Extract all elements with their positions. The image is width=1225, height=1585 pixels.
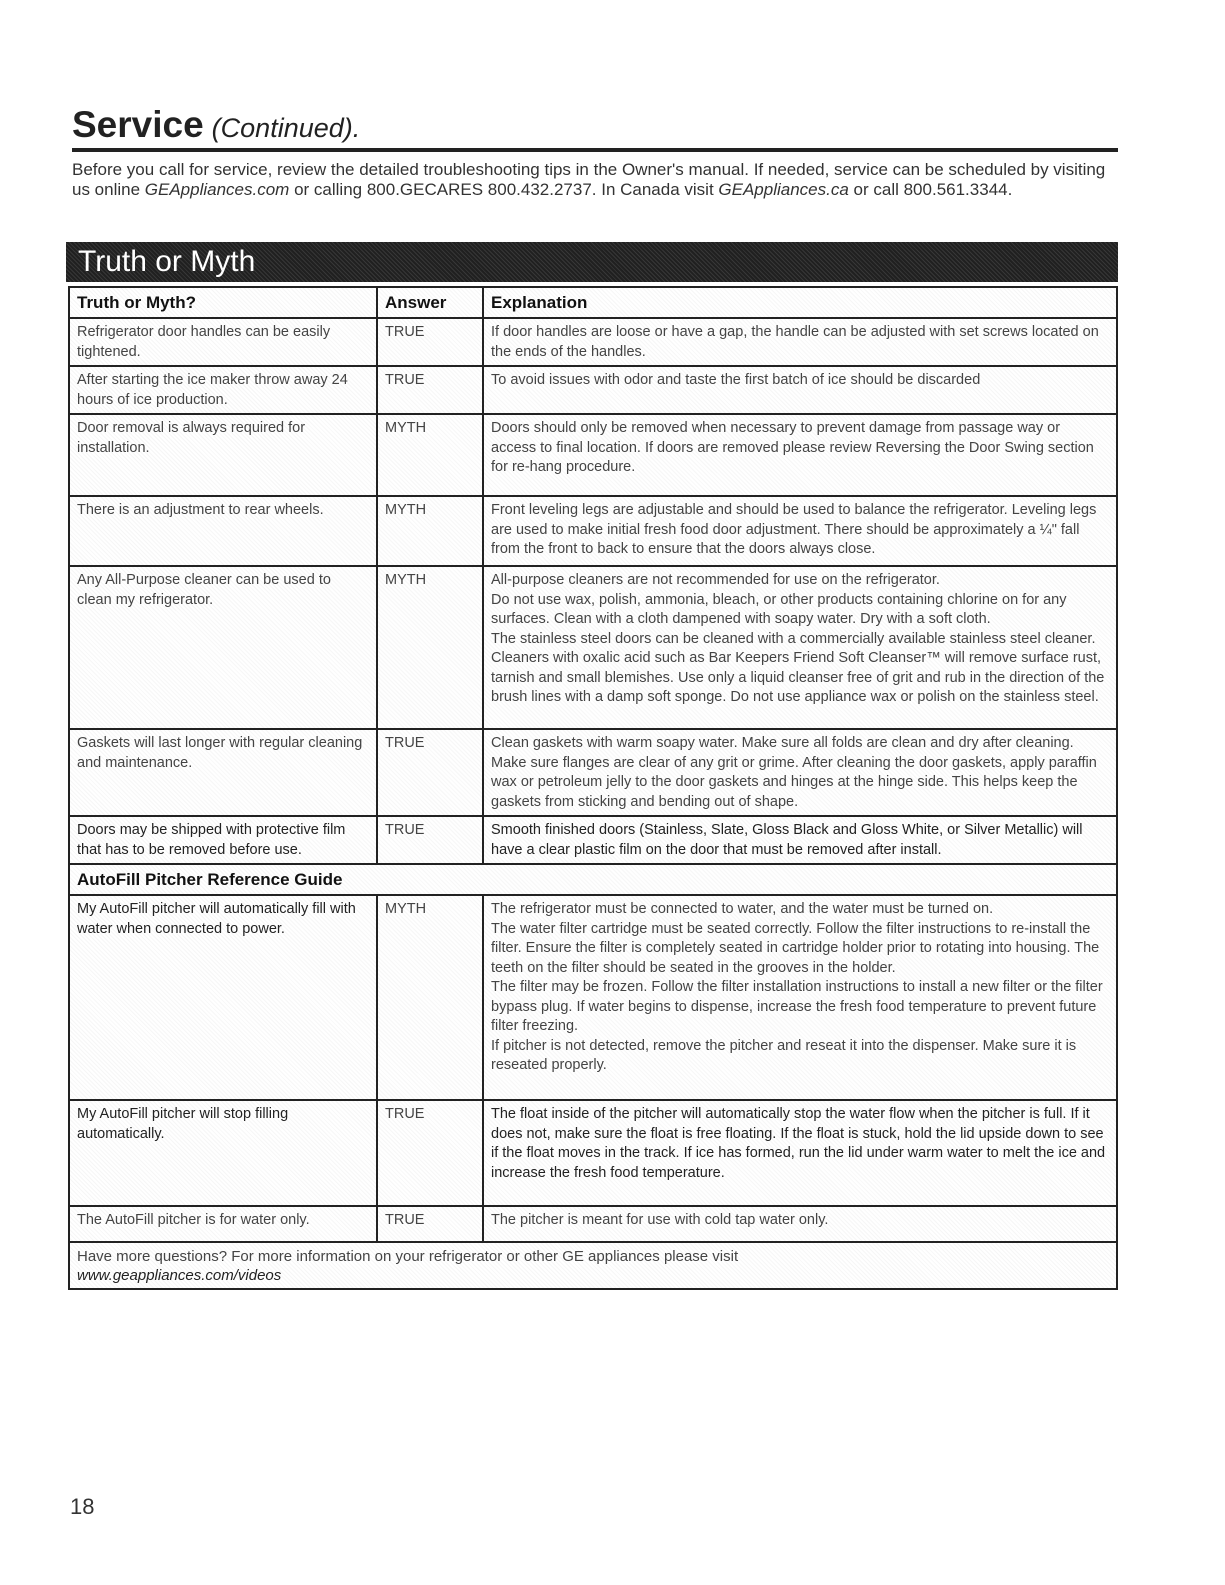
table-row — [69, 895, 1117, 1100]
page-title — [72, 104, 360, 146]
explanation-line: The water filter cartridge must be seated correctly. Follow the filter instructions to re-install the filter. Ensure the filter is completely seated in cartridge holder prior to rotating into housing. The teeth on the filter should be seated in the grooves in the holder. — [491, 920, 1100, 976]
row-explanation: The pitcher is meant for use with cold tap water only. — [483, 1206, 1117, 1242]
explanation-line: The filter may be frozen. Follow the filter installation instructions to install a new filter or the filter bypass plug. If water begins to dispense, increase the fresh food temperature to prevent future filter freezing. — [491, 979, 1103, 1034]
row-answer: TRUE — [377, 816, 483, 864]
table-header-row — [69, 287, 1117, 318]
table-row — [69, 318, 1117, 366]
autofill-section-row — [69, 864, 1117, 895]
row-statement: Door removal is always required for installation. — [69, 414, 377, 496]
table-row — [69, 366, 1117, 414]
table-row — [69, 816, 1117, 864]
footer-link[interactable]: www.geappliances.com/videos — [77, 1267, 282, 1284]
footer-row — [69, 1242, 1117, 1289]
intro-paragraph — [72, 160, 1122, 200]
row-explanation: Clean gaskets with warm soapy water. Make sure all folds are clean and dry after cleaning. Make sure flanges are clear of any grit or grime. After cleaning the door gaskets, apply paraffin wax or petroleum jelly to the door gaskets and hinges at the hinge side. This helps keep the gaskets from sticking and bending out of shape. — [483, 729, 1117, 816]
table-row — [69, 496, 1117, 566]
row-explanation — [483, 895, 1117, 1100]
intro-text-2: or calling 800.GECARES 800.432.2737. In Canada visit — [289, 180, 719, 199]
header-explanation: Explanation — [483, 287, 1117, 318]
row-answer: MYTH — [377, 566, 483, 729]
row-answer: TRUE — [377, 366, 483, 414]
table-row — [69, 729, 1117, 816]
table-row — [69, 414, 1117, 496]
row-statement: My AutoFill pitcher will stop filling automatically. — [69, 1100, 377, 1206]
footer-cell — [69, 1242, 1117, 1289]
explanation-line: The refrigerator must be connected to water, and the water must be turned on. — [491, 901, 994, 917]
row-explanation: Smooth finished doors (Stainless, Slate, Gloss Black and Gloss White, or Silver Metallic) will have a clear plastic film on the door that must be removed after install. — [483, 816, 1117, 864]
row-answer: TRUE — [377, 1206, 483, 1242]
row-explanation: If door handles are loose or have a gap, the handle can be adjusted with set screws located on the ends of the handles. — [483, 318, 1117, 366]
explanation-line: All-purpose cleaners are not recommended for use on the refrigerator. — [491, 572, 940, 588]
row-explanation: Doors should only be removed when necessary to prevent damage from passage way or access to final location. If doors are removed please review Reversing the Door Swing section for re-hang procedure. — [483, 414, 1117, 496]
row-answer: MYTH — [377, 895, 483, 1100]
table-row — [69, 1206, 1117, 1242]
row-answer: MYTH — [377, 414, 483, 496]
autofill-section-title: AutoFill Pitcher Reference Guide — [69, 864, 1117, 895]
row-answer: TRUE — [377, 729, 483, 816]
intro-link-ge-us[interactable]: GEAppliances.com — [144, 180, 290, 199]
row-answer: TRUE — [377, 318, 483, 366]
title-rule — [72, 148, 1118, 152]
row-explanation: The float inside of the pitcher will automatically stop the water flow when the pitcher is full. If it does not, make sure the float is free floating. If the float is stuck, hold the lid upside down to see if the float moves in the track. If ice has formed, run the lid under warm water to melt the ice and increase the fresh food temperature. — [483, 1100, 1117, 1206]
row-statement: The AutoFill pitcher is for water only. — [69, 1206, 377, 1242]
page-title-main: Service — [72, 104, 204, 145]
header-answer: Answer — [377, 287, 483, 318]
section-banner: Truth or Myth — [66, 242, 1118, 282]
truth-or-myth-table — [68, 286, 1118, 1290]
page-title-suffix: (Continued). — [211, 113, 361, 143]
row-statement: My AutoFill pitcher will automatically fill with water when connected to power. — [69, 895, 377, 1100]
row-answer: TRUE — [377, 1100, 483, 1206]
explanation-line: Do not use wax, polish, ammonia, bleach, or other products containing chlorine on for any surfaces. Clean with a cloth dampened with soapy water. Dry with a soft cloth. — [491, 591, 1067, 627]
row-statement: After starting the ice maker throw away 24 hours of ice production. — [69, 366, 377, 414]
explanation-line: If pitcher is not detected, remove the pitcher and reseat it into the dispenser. Make sure it is reseated properly. — [491, 1037, 1077, 1073]
row-statement: Doors may be shipped with protective film that has to be removed before use. — [69, 816, 377, 864]
intro-text-3: or call 800.561.3344. — [848, 180, 1013, 199]
row-explanation: To avoid issues with odor and taste the first batch of ice should be discarded — [483, 366, 1117, 414]
row-statement: Any All-Purpose cleaner can be used to clean my refrigerator. — [69, 566, 377, 729]
row-explanation — [483, 566, 1117, 729]
header-statement: Truth or Myth? — [69, 287, 377, 318]
footer-text: Have more questions? For more information on your refrigerator or other GE appliances please visit — [77, 1248, 739, 1265]
page-number: 18 — [70, 1494, 95, 1519]
row-answer: MYTH — [377, 496, 483, 566]
row-explanation: Front leveling legs are adjustable and should be used to balance the refrigerator. Leveling legs are used to make initial fresh food door adjustment. There should be approximately a ¼" fall from the front to back to ensure that the doors always close. — [483, 496, 1117, 566]
row-statement: Refrigerator door handles can be easily tightened. — [69, 318, 377, 366]
row-statement: There is an adjustment to rear wheels. — [69, 496, 377, 566]
intro-text-1: Before you call for service, review the detailed troubleshooting tips in the Owner's manual. If needed, service can be scheduled by visiting us online — [72, 160, 1106, 199]
table-row — [69, 566, 1117, 729]
table-row — [69, 1100, 1117, 1206]
intro-link-ge-ca[interactable]: GEAppliances.ca — [718, 180, 849, 199]
explanation-line: The stainless steel doors can be cleaned with a commercially available stainless steel cleaner. Cleaners with oxalic acid such as Bar Keepers Friend Soft Cleanser™ will remove surface rust, tarnish and small blemishes. Use only a liquid cleanser free of grit and rub in the direction of the brush lines with a damp soft sponge. Do not use appliance wax or polish on the stainless steel. — [491, 630, 1105, 705]
row-statement: Gaskets will last longer with regular cleaning and maintenance. — [69, 729, 377, 816]
